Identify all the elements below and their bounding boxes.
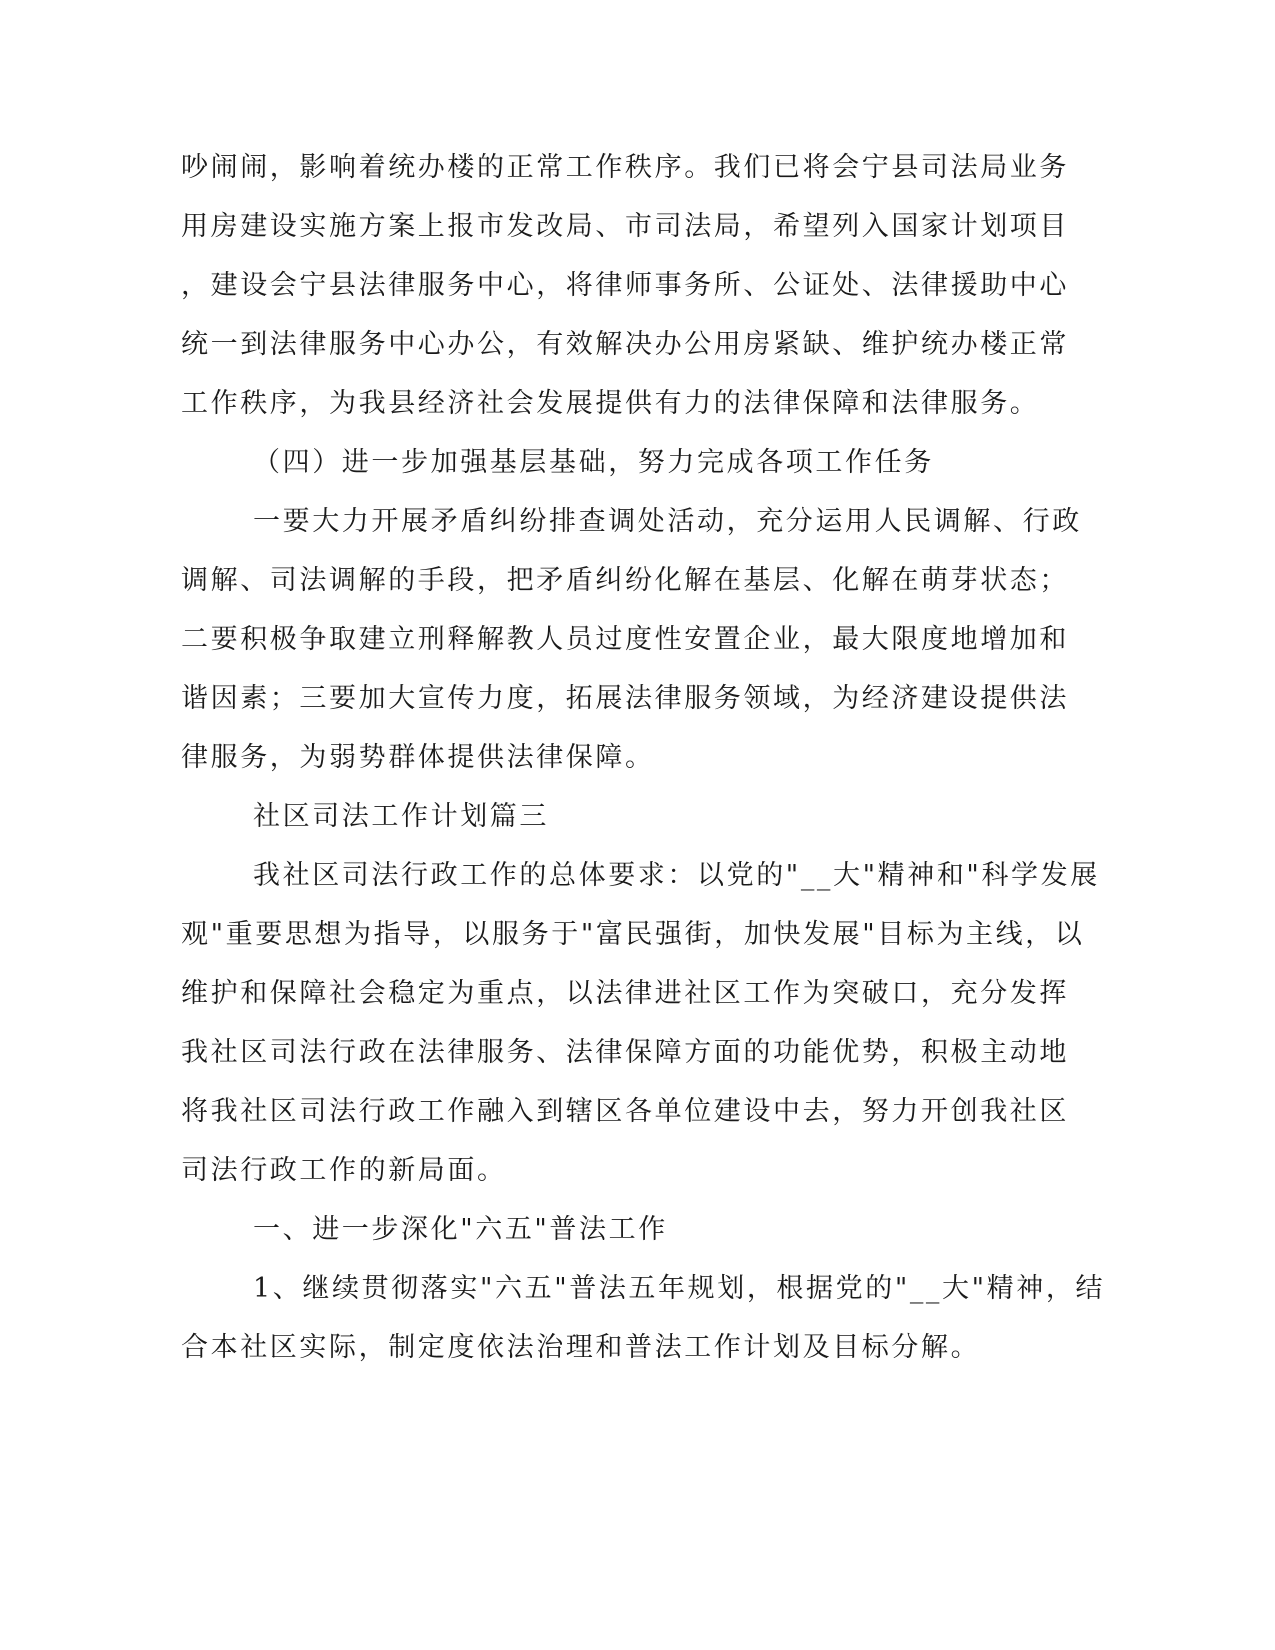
text-line: 吵闹闹，影响着统办楼的正常工作秩序。我们已将会宁县司法局业务 (181, 152, 1069, 183)
text-line: 统一到法律服务中心办公，有效解决办公用房紧缺、维护统办楼正常 (181, 329, 1069, 360)
text-line: 工作秩序，为我县经济社会发展提供有力的法律保障和法律服务。 (181, 388, 1040, 419)
text-line: 1、继续贯彻落实"六五"普法五年规划，根据党的"__大"精神，结 (253, 1273, 1106, 1304)
text-line: 维护和保障社会稳定为重点，以法律进社区工作为突破口，充分发挥 (181, 978, 1069, 1009)
text-line: 律服务，为弱势群体提供法律保障。 (181, 742, 655, 773)
section-heading: 一、进一步深化"六五"普法工作 (253, 1214, 668, 1245)
text-line: 我社区司法行政在法律服务、法律保障方面的功能优势，积极主动地 (181, 1037, 1069, 1068)
text-line: 谐因素；三要加大宣传力度，拓展法律服务领域，为经济建设提供法 (181, 683, 1069, 714)
section-heading: （四）进一步加强基层基础，努力完成各项工作任务 (253, 447, 934, 478)
text-line: 司法行政工作的新局面。 (181, 1155, 507, 1186)
text-line: 合本社区实际，制定度依法治理和普法工作计划及目标分解。 (181, 1332, 981, 1363)
text-line: 二要积极争取建立刑释解教人员过度性安置企业，最大限度地增加和 (181, 624, 1069, 655)
text-line: 将我社区司法行政工作融入到辖区各单位建设中去，努力开创我社区 (181, 1096, 1069, 1127)
text-line: 调解、司法调解的手段，把矛盾纠纷化解在基层、化解在萌芽状态； (181, 565, 1069, 596)
text-line: 我社区司法行政工作的总体要求：以党的"__大"精神和"科学发展 (253, 860, 1100, 891)
text-line: 一要大力开展矛盾纠纷排查调处活动，充分运用人民调解、行政 (253, 506, 1082, 537)
text-line: ，建设会宁县法律服务中心，将律师事务所、公证处、法律援助中心 (181, 270, 1069, 301)
text-line: 观"重要思想为指导，以服务于"富民强街，加快发展"目标为主线，以 (181, 919, 1085, 950)
section-title: 社区司法工作计划篇三 (253, 801, 549, 832)
text-line: 用房建设实施方案上报市发改局、市司法局，希望列入国家计划项目 (181, 211, 1069, 242)
